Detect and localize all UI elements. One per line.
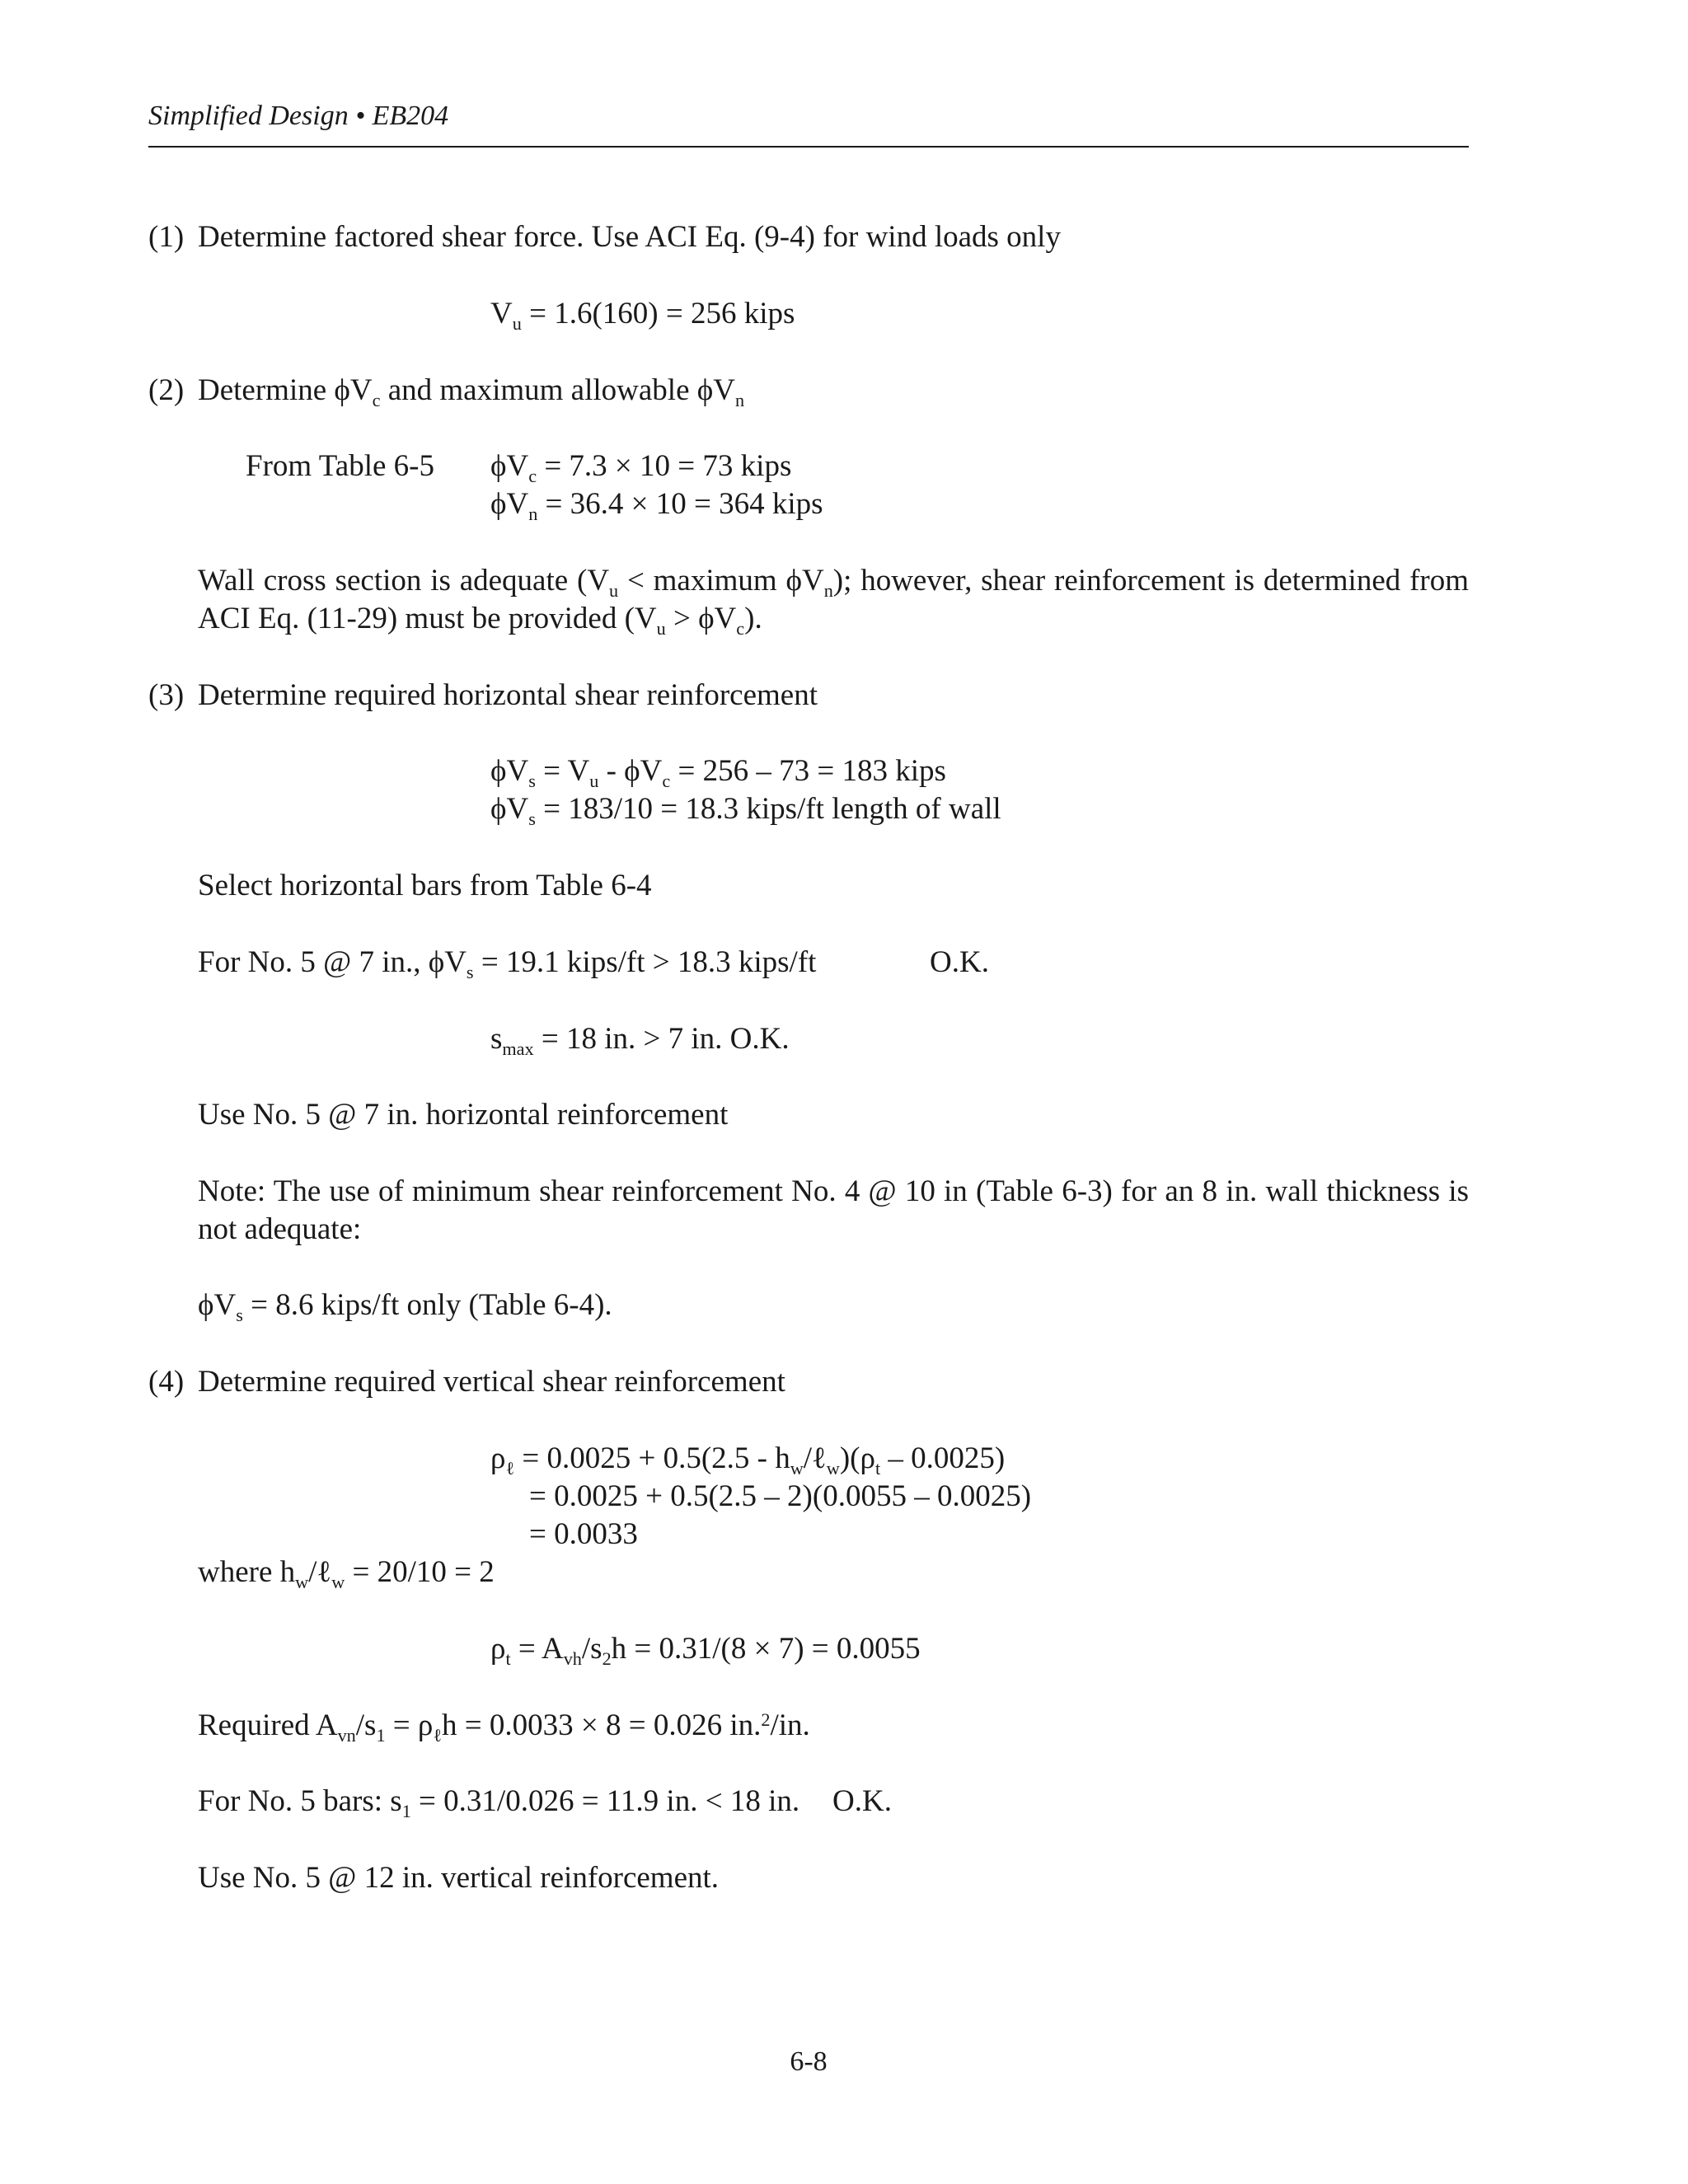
step-1-number: (1) xyxy=(148,220,185,254)
no5-check: For No. 5 @ 7 in., $\phi V_s = 19.1$ kips/ft > 18.3 kips/ft xyxy=(198,945,817,982)
select-bars-text: Select horizontal bars from Table 6-4 xyxy=(198,869,652,902)
step-1-text: Determine factored shear force. Use ACI Eq. (9-4) for wind loads only xyxy=(198,220,1061,254)
eq-rho-l-1: $\rho_\ell = 0.0025 + 0.5(2.5$ - $h_w/\ell_w)(\rho_t - 0.0025)$ xyxy=(490,1441,1006,1479)
required-avn: Required $A_{vn}/s_1 = \rho_\ell h = 0.0033 \times 8 = 0.026$ in.$^2$/in. xyxy=(198,1708,810,1746)
step-3-text: Determine required horizontal shear reinforcement xyxy=(198,678,818,712)
eq-phivs-2: $\phi V_s = 183/10 = 18.3$ kips/ft length of wall xyxy=(490,792,1001,829)
running-header: Simplified Design • EB204 xyxy=(148,101,449,131)
no5-bars-spacing: For No. 5 bars: $s_1 = 0.31/0.026 = 11.9$ in. < 18 in. xyxy=(198,1784,800,1821)
eq-rho-t: $\rho_t = A_{vh}/s_2h = 0.31/(8 \times 7) = 0.0055$ xyxy=(490,1632,921,1669)
use-vertical-text: Use No. 5 @ 12 in. vertical reinforcement. xyxy=(198,1861,720,1895)
eq-phivc: $\phi V_c = 7.3 \times 10 = 73$ kips xyxy=(490,449,792,486)
where-hw-lw: where $h_w/\ell_w = 20/10 = 2$ xyxy=(198,1555,495,1592)
note-phivs: $\phi V_s = 8.6$ kips/ft only (Table 6-4). xyxy=(198,1288,612,1325)
eq-phivn: $\phi V_n = 36.4 \times 10 = 364$ kips xyxy=(490,487,823,524)
header-rule xyxy=(148,146,1469,148)
eq-vu: $V_u = 1.6(160) = 256$ kips xyxy=(490,297,795,334)
step-3-number: (3) xyxy=(148,678,185,712)
step-4-number: (4) xyxy=(148,1365,185,1399)
eq-rho-l-3: = 0.0033 xyxy=(529,1517,638,1551)
eq-phivs-1: $\phi V_s = V_u - \phi V_c = 256 - 73 = 183$ kips xyxy=(490,754,946,791)
eq-rho-l-2: = 0.0025 + 0.5(2.5 – 2)(0.0055 – 0.0025) xyxy=(529,1479,1032,1513)
from-table-label: From Table 6-5 xyxy=(246,449,434,483)
note-paragraph: Note: The use of minimum shear reinforcement No. 4 @ 10 in (Table 6-3) for an 8 in. wall thickness is not adequate: xyxy=(198,1174,1469,1246)
eq-smax: $s_{max} = 18$ in. > 7 in. O.K. xyxy=(490,1022,790,1059)
no5-ok: O.K. xyxy=(930,945,989,979)
no5-bars-ok: O.K. xyxy=(832,1784,892,1818)
step-2-number: (2) xyxy=(148,373,185,407)
step-2-text: Determine $\phi V_c$ and maximum allowable $\phi V_n$ xyxy=(198,373,745,410)
step-4-text: Determine required vertical shear reinforcement xyxy=(198,1365,785,1399)
use-horizontal-text: Use No. 5 @ 7 in. horizontal reinforcement xyxy=(198,1098,729,1132)
page-number: 6-8 xyxy=(790,2046,828,2077)
adequacy-paragraph: Wall cross section is adequate ($V_u$ < maximum $\phi V_n$); however, shear reinforcement is determined from ACI Eq. (11-29) must be provided $(V_u > \phi V_c)$. xyxy=(198,564,1469,639)
